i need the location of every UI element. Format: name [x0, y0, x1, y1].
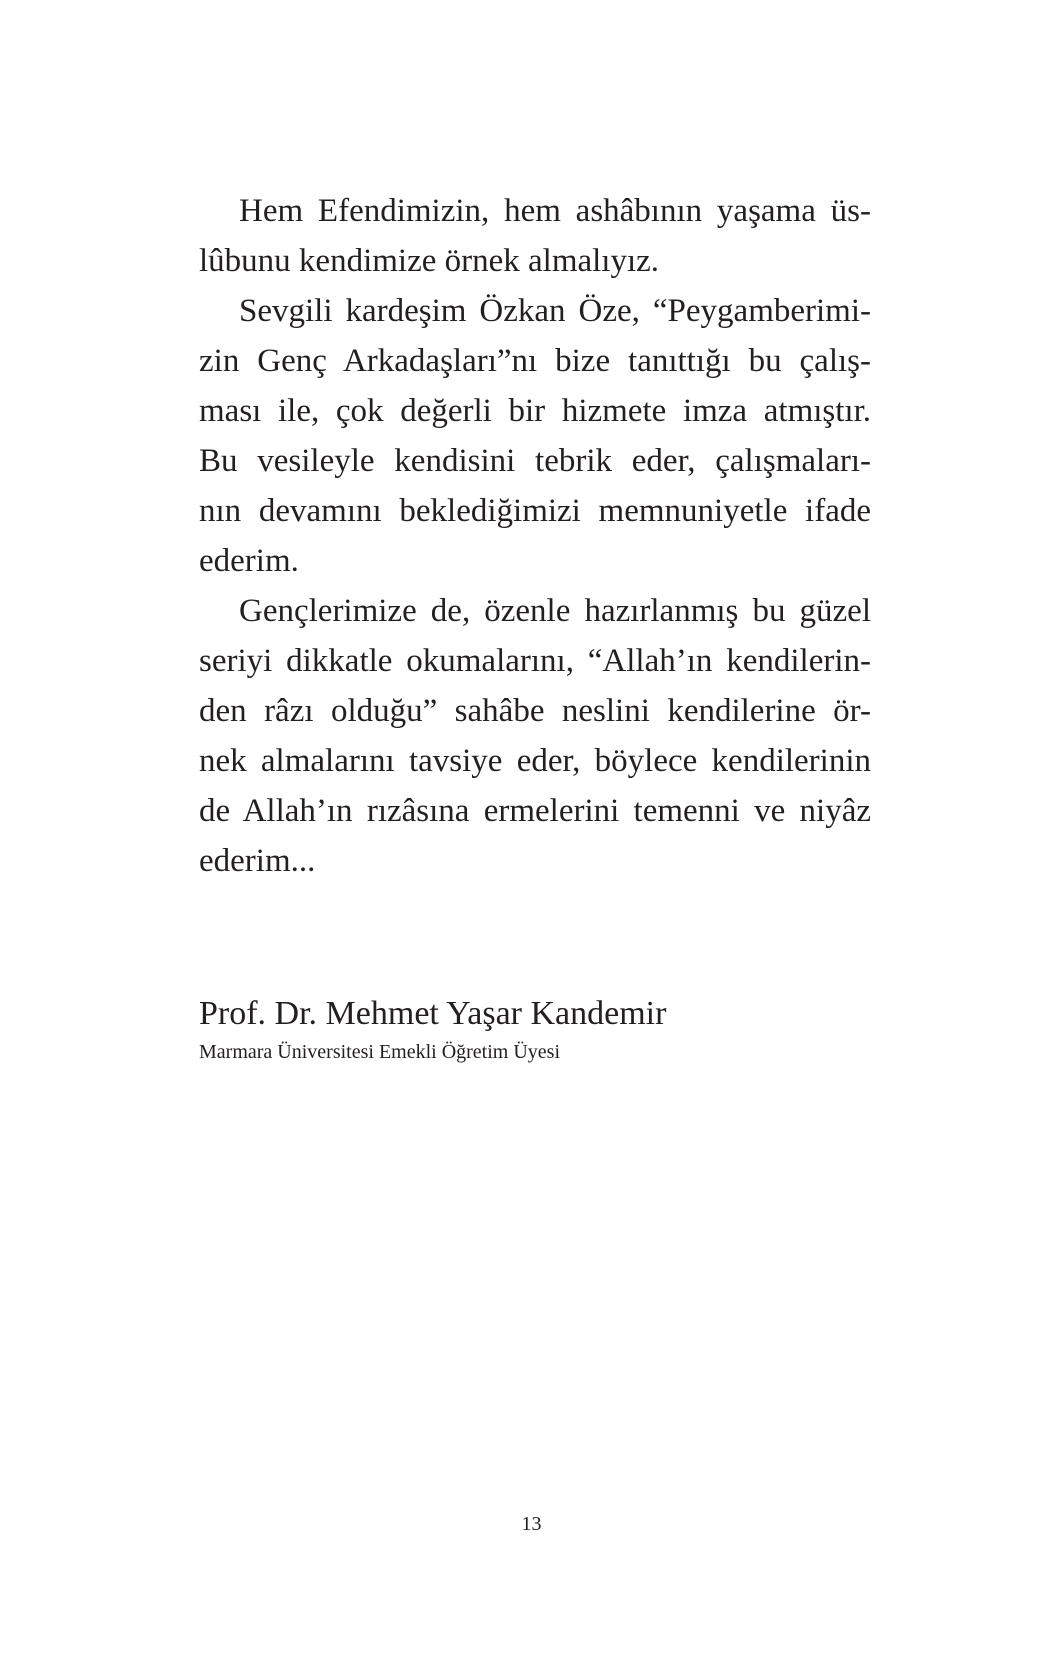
text-line: ması ile, çok değerli bir hizmete imza atmıştır.	[199, 393, 871, 429]
text-line: Sevgili kardeşim Özkan Öze, “Peygamberimi-	[239, 293, 871, 329]
text-line: Gençlerimize de, özenle hazırlanmış bu güzel	[239, 593, 871, 629]
author-name: Prof. Dr. Mehmet Yaşar Kandemir	[199, 995, 667, 1032]
text-line: ederim...	[199, 843, 316, 879]
text-line: de Allah’ın rızâsına ermelerini temenni ve niyâz	[199, 793, 871, 829]
text-line: Bu vesileyle kendisini tebrik eder, çalışmaları-	[199, 443, 871, 479]
page-number: 13	[521, 1513, 542, 1535]
text-line: Hem Efendimizin, hem ashâbının yaşama üs-	[239, 193, 871, 229]
signature-block	[199, 991, 871, 1067]
text-line: zin Genç Arkadaşları”nı bize tanıttığı bu çalış-	[199, 343, 871, 379]
text-line: ederim.	[199, 543, 299, 579]
text-line: nek almalarını tavsiye eder, böylece kendilerinin	[199, 743, 871, 779]
text-line: lûbunu kendimize örnek almalıyız.	[199, 243, 660, 279]
author-title: Marmara Üniversitesi Emekli Öğretim Üyesi	[199, 1041, 561, 1063]
text-line: den râzı olduğu” sahâbe neslini kendilerine ör-	[199, 693, 871, 729]
body-text	[199, 186, 871, 886]
text-line: nın devamını beklediğimizi memnuniyetle ifade	[199, 493, 871, 529]
text-line: seriyi dikkatle okumalarını, “Allah’ın kendilerin-	[199, 643, 871, 679]
